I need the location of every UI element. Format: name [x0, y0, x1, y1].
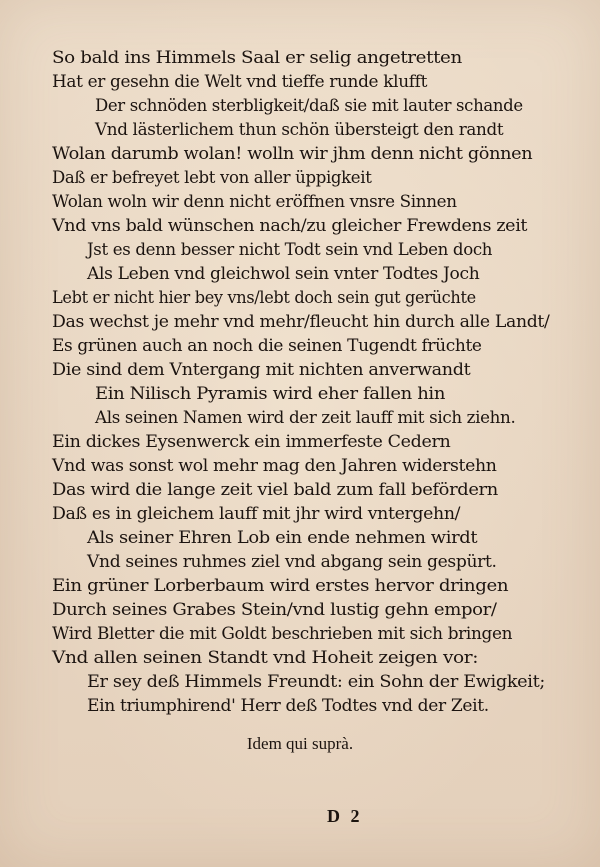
- poem-line: Das wird die lange zeit viel bald zum fall befördern: [52, 480, 498, 500]
- poem-line: Hat er gesehn die Welt vnd tieffe runde klufft: [52, 72, 428, 92]
- poem-line: Als seiner Ehren Lob ein ende nehmen wirdt: [87, 528, 478, 548]
- poem-line: So bald ins Himmels Saal er selig angetretten: [52, 48, 462, 68]
- poem-line: Lebt er nicht hier bey vns/lebt doch sein gut gerüchte: [52, 288, 476, 308]
- poem-line: Daß er befreyet lebt von aller üppigkeit: [52, 168, 372, 188]
- poem-line: Vnd was sonst wol mehr mag den Jahren widerstehn: [52, 456, 497, 476]
- poem-line: Die sind dem Vntergang mit nichten anverwandt: [52, 360, 471, 380]
- poem-line: Ein dickes Eysenwerck ein immerfeste Cedern: [52, 432, 451, 452]
- poem-line: Durch seines Grabes Stein/vnd lustig gehn empor/: [52, 600, 497, 620]
- poem-line: Als Leben vnd gleichwol sein vnter Todtes Joch: [87, 264, 480, 284]
- signature-mark: D 2: [327, 806, 363, 826]
- poem-line: Daß es in gleichem lauff mit jhr wird vntergehn/: [52, 504, 461, 524]
- poem-line: Wolan woln wir denn nicht eröffnen vnsre Sinnen: [52, 192, 457, 212]
- poem-line: Wolan darumb wolan! wolln wir jhm denn nicht gönnen: [52, 144, 533, 164]
- poem-line: Das wechst je mehr vnd mehr/fleucht hin durch alle Landt/: [52, 312, 550, 332]
- poem-line: Vnd vns bald wünschen nach/zu gleicher Frewdens zeit: [52, 216, 528, 236]
- poem-trailer: Idem qui suprà.: [246, 734, 354, 753]
- poem-line: Ein grüner Lorberbaum wird erstes hervor dringen: [52, 576, 509, 596]
- poem-line: Vnd lästerlichem thun schön übersteigt den randt: [95, 120, 504, 140]
- poem-line: Wird Bletter die mit Goldt beschrieben mit sich bringen: [52, 624, 513, 644]
- poem-line: Vnd allen seinen Standt vnd Hoheit zeigen vor:: [52, 648, 479, 668]
- poem-line: Er sey deß Himmels Freundt: ein Sohn der Ewigkeit;: [87, 672, 545, 692]
- poem-line: Ein triumphirend' Herr deß Todtes vnd der Zeit.: [87, 696, 489, 716]
- poem-line: Ein Nilisch Pyramis wird eher fallen hin: [95, 384, 446, 404]
- poem-line: Jst es denn besser nicht Todt sein vnd Leben doch: [87, 240, 493, 260]
- poem-line: Vnd seines ruhmes ziel vnd abgang sein gespürt.: [87, 552, 497, 572]
- poem-line: Es grünen auch an noch die seinen Tugendt früchte: [52, 336, 482, 356]
- poem-line: Der schnöden sterbligkeit/daß sie mit lauter schande: [95, 96, 523, 116]
- poem-line: Als seinen Namen wird der zeit lauff mit sich ziehn.: [95, 408, 516, 428]
